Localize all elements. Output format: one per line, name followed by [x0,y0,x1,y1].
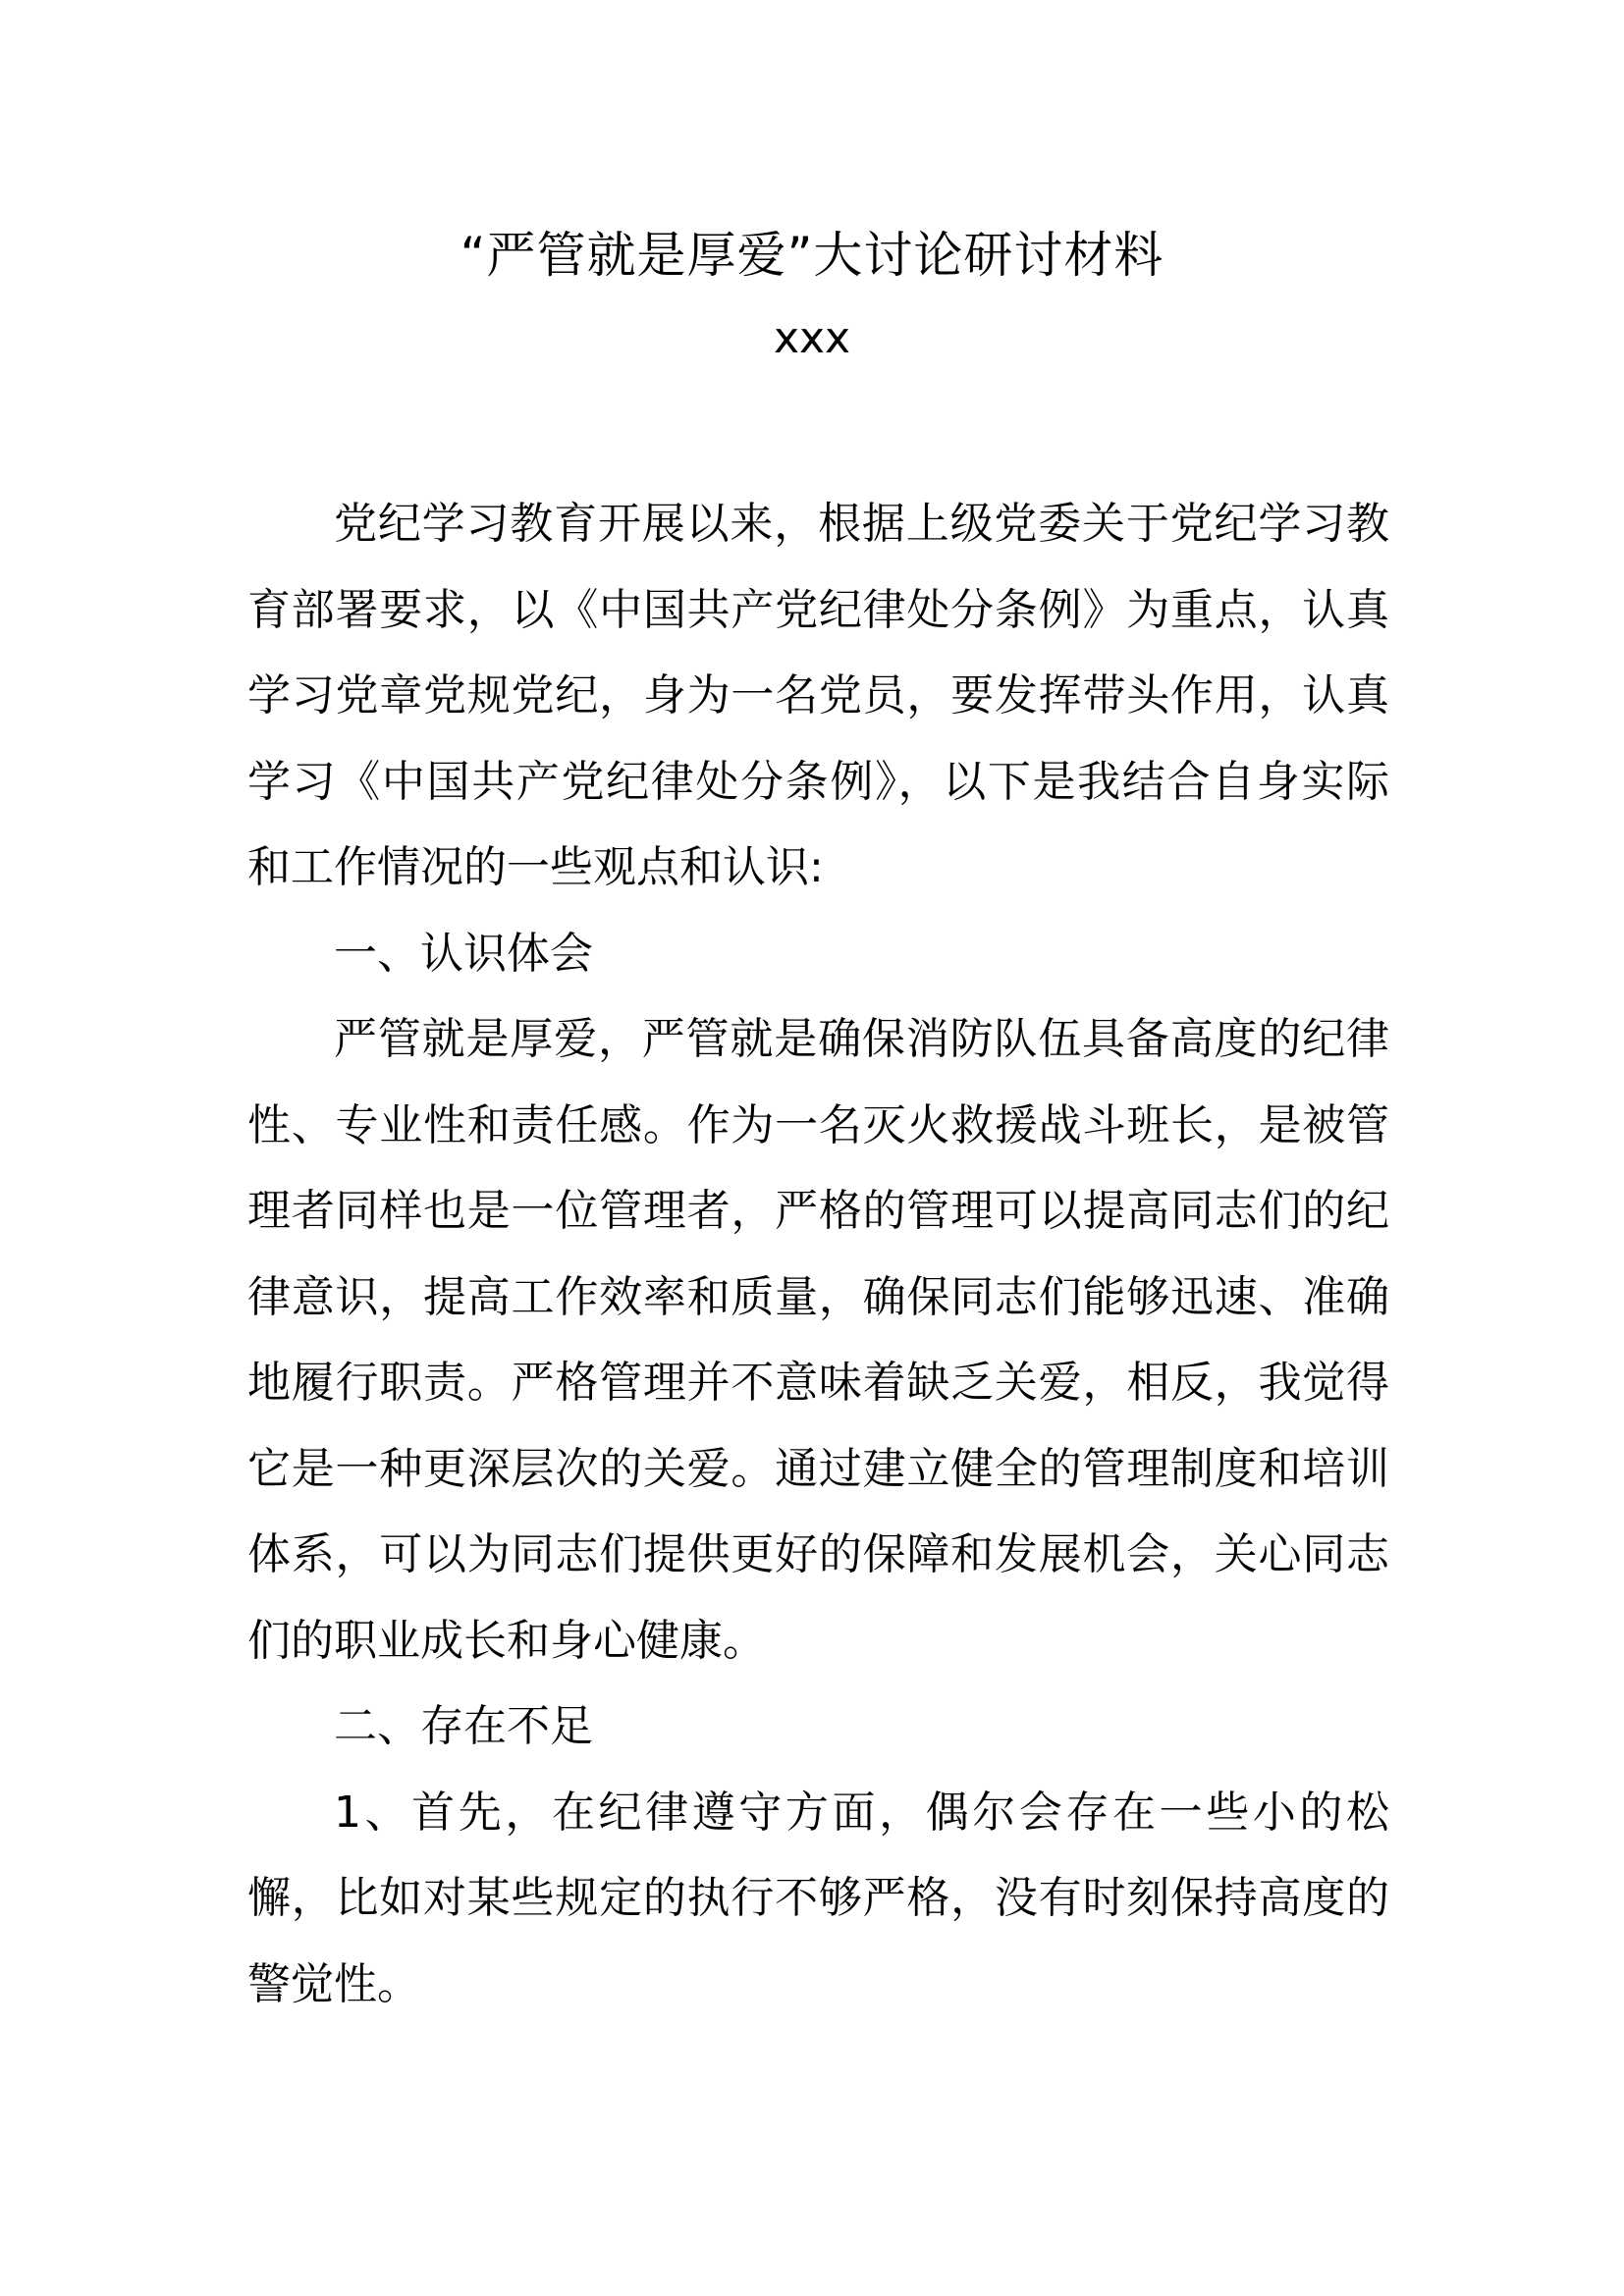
document-title: “严管就是厚爱”大讨论研讨材料 [460,227,1164,284]
section-heading-understanding: 一、认识体会 [334,928,593,979]
section-heading-shortcomings: 二、存在不足 [334,1701,593,1751]
paragraph-shortcoming-1: 1、首先，在纪律遵守方面，偶尔会存在一些小的松懈，比如对某些规定的执行不够严格，没有时刻保持高度的警觉性。 [247,1787,1389,2009]
document-body [247,481,1389,2027]
document-author: xxx [773,313,851,363]
paragraph-understanding: 严管就是厚爱，严管就是确保消防队伍具备高度的纪律性、专业性和责任感。作为一名灭火救援战斗班长，是被管理者同样也是一位管理者，严格的管理可以提高同志们的纪律意识，提高工作效率和质量，确保同志们能够迅速、准确地履行职责。严格管理并不意味着缺乏关爱，相反，我觉得它是一种更深层次的关爱。通过建立健全的管理制度和培训体系，可以为同志们提供更好的保障和发展机会，关心同志们的职业成长和身心健康。 [247,1014,1389,1666]
paragraph-intro: 党纪学习教育开展以来，根据上级党委关于党纪学习教育部署要求，以《中国共产党纪律处分条例》为重点，认真学习党章党规党纪，身为一名党员，要发挥带头作用，认真学习《中国共产党纪律处分条例》，以下是我结合自身实际和工作情况的一些观点和认识: [247,499,1389,892]
